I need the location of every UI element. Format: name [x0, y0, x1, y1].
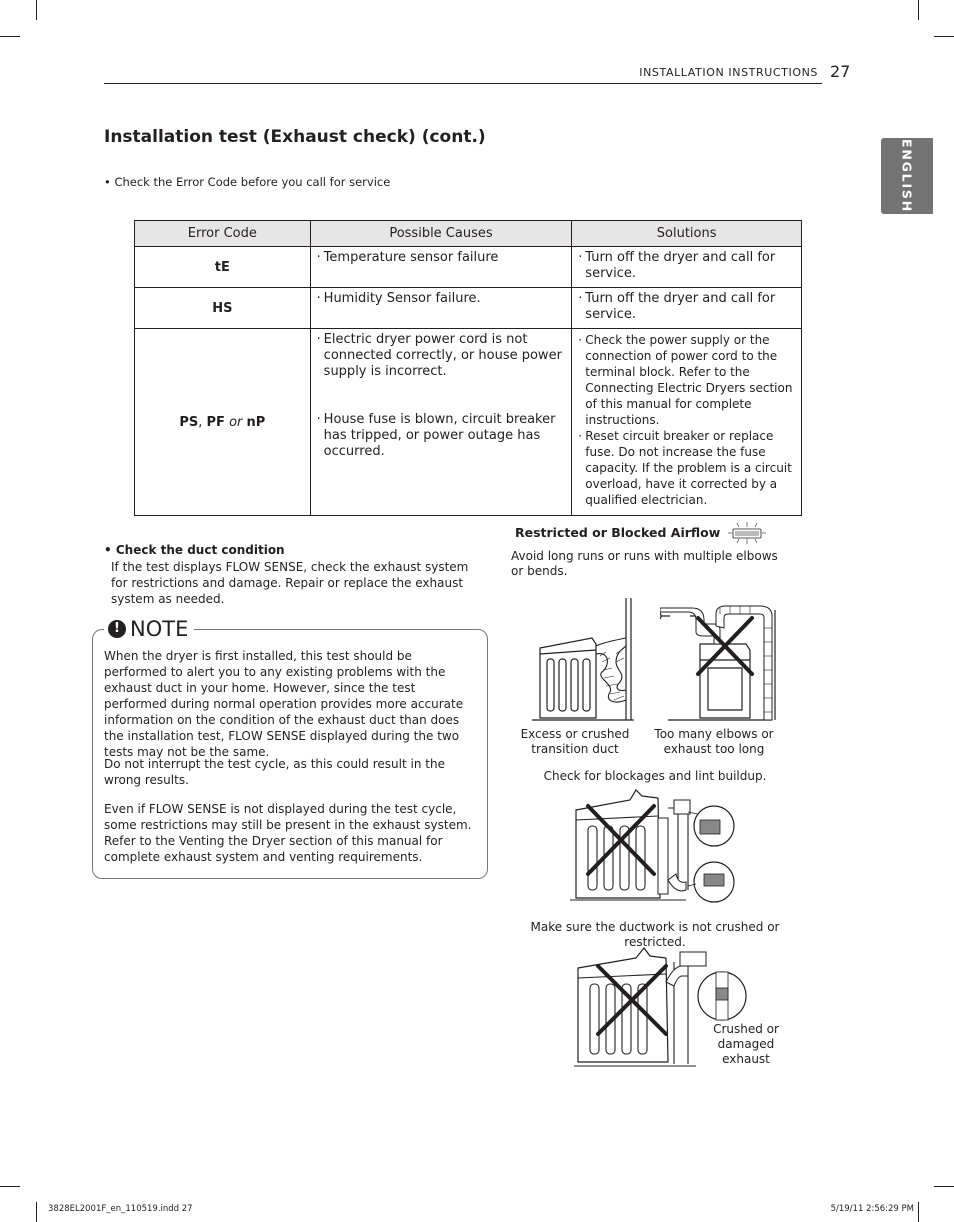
- error-code-cell: PS, PF or nP: [135, 329, 311, 516]
- duct-check-body: If the test displays FLOW SENSE, check the exhaust system for restrictions and damage. Repair or replace the exhaust system as needed.: [111, 560, 469, 606]
- caption-crushed-exhaust: Crushed or damaged exhaust: [713, 1022, 779, 1066]
- cause-cell: · Temperature sensor failure: [310, 247, 572, 288]
- crop-mark: [36, 1202, 37, 1222]
- page-number: 27: [830, 62, 851, 81]
- table-header: Error Code: [135, 221, 311, 247]
- cause-text: House fuse is blown, circuit breaker has tripped, or power outage has occurred.: [323, 412, 556, 459]
- footer-timestamp: 5/19/11 2:56:29 PM: [830, 1204, 914, 1214]
- solution-text: Turn off the dryer and call for service.: [585, 250, 776, 281]
- table-header: Possible Causes: [310, 221, 572, 247]
- language-tab-label: ENGLISH: [899, 139, 915, 213]
- restricted-airflow-heading: Restricted or Blocked Airflow: [515, 525, 721, 540]
- duct-check-heading: • Check the duct condition: [104, 543, 285, 557]
- solution-text: Turn off the dryer and call for service.: [585, 291, 776, 322]
- note-paragraph: Even if FLOW SENSE is not displayed during the test cycle, some restrictions may still be present in the exhaust system. Refer to the Venting the Dryer section of this manual for complete exhaust system and venting requirements.: [104, 802, 472, 864]
- note-label: NOTE: [130, 617, 189, 641]
- alert-icon: !: [108, 620, 126, 638]
- error-code-table: [134, 220, 802, 516]
- table-row: [135, 247, 802, 288]
- solution-text: Reset circuit breaker or replace fuse. Do not increase the fuse capacity. If the problem is a circuit overload, have it corrected by a qualified electrician.: [585, 429, 792, 507]
- illustration-too-many-elbows: [660, 602, 784, 726]
- cause-text: Temperature sensor failure: [323, 250, 499, 265]
- crop-mark: [918, 0, 919, 20]
- flow-sense-display-icon: [723, 521, 771, 545]
- table-header-row: [135, 221, 802, 247]
- caption-ductwork: Make sure the ductwork is not crushed or restricted.: [530, 920, 780, 949]
- footer-file-name: 3828EL2001F_en_110519.indd 27: [48, 1204, 193, 1214]
- crop-mark: [934, 1186, 954, 1187]
- cause-text: Electric dryer power cord is not connected correctly, or house power supply is incorrect.: [323, 332, 562, 379]
- language-tab: [881, 138, 933, 214]
- header-rule: [104, 83, 822, 84]
- illustration-blockages: [568, 786, 738, 908]
- crop-mark: [36, 0, 37, 20]
- header-section-title: INSTALLATION INSTRUCTIONS: [639, 66, 818, 79]
- page-title: Installation test (Exhaust check) (cont.): [104, 127, 486, 147]
- crop-mark: [934, 36, 954, 37]
- restricted-airflow-text: Avoid long runs or runs with multiple elbows or bends.: [511, 549, 778, 578]
- caption-crushed-transition: Excess or crushed transition duct: [520, 727, 630, 756]
- crop-mark: [0, 36, 20, 37]
- caption-blockages: Check for blockages and lint buildup.: [543, 769, 767, 783]
- intro-text: • Check the Error Code before you call for service: [104, 175, 391, 189]
- table-row: [135, 288, 802, 329]
- note-paragraph: When the dryer is first installed, this test should be performed to alert you to any existing problems with the exhaust duct in your home. However, since the test performed during normal operation provides more accurate information on the condition of the exhaust duct than does the installation test, FLOW SENSE displayed during the two tests may not be the same.: [104, 649, 464, 759]
- error-code-cell: HS: [135, 288, 311, 329]
- crop-mark: [0, 1186, 20, 1187]
- solution-cell: · Turn off the dryer and call for service.: [572, 247, 802, 288]
- solution-cell: · Check the power supply or the connection of power cord to the terminal block. Refer to the Connecting Electric Dryers section of this manual for complete instructions. · Reset circuit breaker or replace fuse. Do not increase the fuse capacity. If the problem is a circuit overload, have it corrected by a qualified electrician.: [572, 329, 802, 516]
- cause-cell: · Electric dryer power cord is not connected correctly, or house power supply is incorrect. · House fuse is blown, circuit breaker has tripped, or power outage has occurred.: [310, 329, 572, 516]
- illustration-crushed-transition-duct: [530, 596, 642, 724]
- solution-text: Check the power supply or the connection of power cord to the terminal block. Refer to the Connecting Electric Dryers section of this manual for complete instructions.: [585, 333, 793, 427]
- table-header: Solutions: [572, 221, 802, 247]
- note-paragraph: Do not interrupt the test cycle, as this could result in the wrong results.: [104, 757, 445, 787]
- caption-too-many-elbows: Too many elbows or exhaust too long: [654, 727, 774, 756]
- table-row: [135, 329, 802, 516]
- error-code-cell: tE: [135, 247, 311, 288]
- solution-cell: · Turn off the dryer and call for service.: [572, 288, 802, 329]
- crop-mark: [918, 1202, 919, 1222]
- cause-cell: · Humidity Sensor failure.: [310, 288, 572, 329]
- note-heading: [104, 617, 194, 641]
- cause-text: Humidity Sensor failure.: [323, 291, 481, 306]
